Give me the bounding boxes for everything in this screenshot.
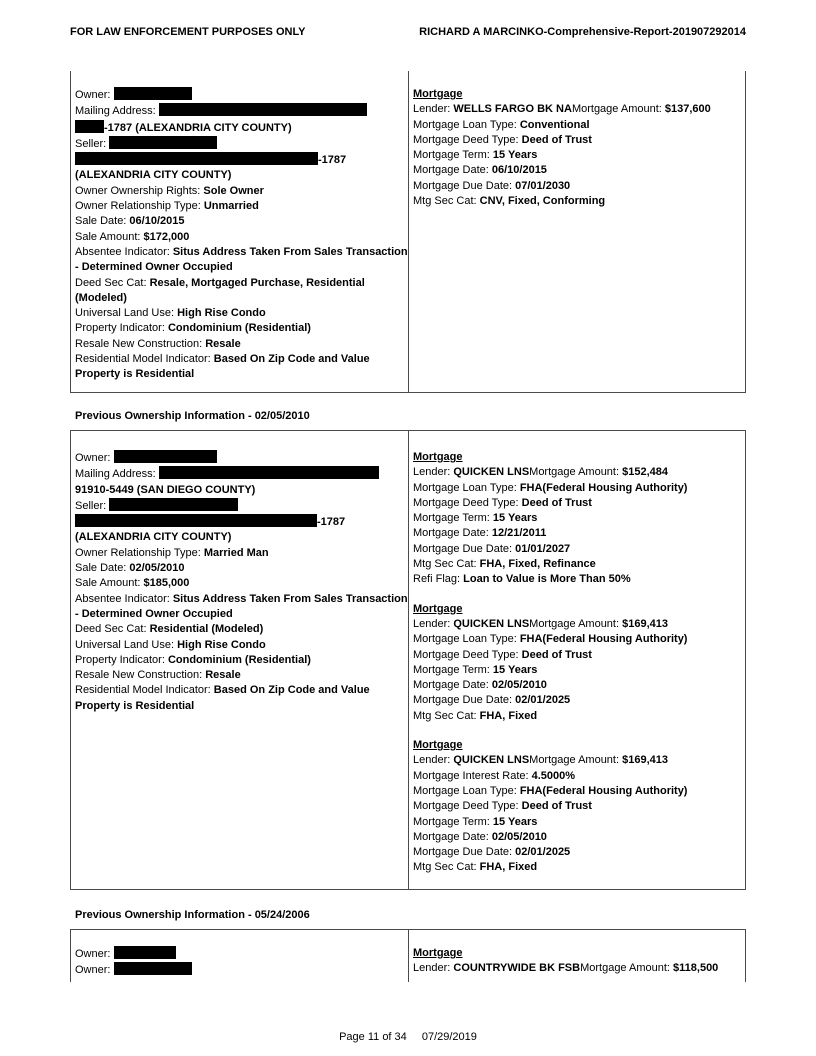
field-line — [413, 617, 741, 632]
field-line — [75, 367, 404, 382]
field-value: Married Man — [203, 546, 269, 559]
field-line — [413, 961, 741, 976]
field-line — [413, 526, 741, 541]
field-line — [75, 530, 404, 545]
field-label: Owner: — [75, 89, 114, 101]
field-label: Sale Amount: — [75, 577, 144, 590]
field-line — [413, 753, 741, 768]
field-value: 06/10/2015 — [129, 215, 185, 228]
field-value: 15 Years — [492, 815, 538, 828]
field-label: Universal Land Use: — [75, 307, 178, 320]
field-value: (Modeled) — [75, 291, 127, 304]
field-line — [75, 607, 404, 622]
field-line — [75, 561, 404, 576]
field-label: Mortgage Due Date: — [413, 179, 516, 192]
current-ownership-box — [70, 71, 746, 393]
redaction-bar — [114, 946, 176, 959]
field-value: $172,000 — [143, 230, 190, 243]
field-value: 12/21/2011 — [491, 527, 547, 540]
field-line — [413, 511, 741, 526]
field-line — [413, 648, 741, 663]
field-line — [75, 668, 404, 683]
field-value: 91910-5449 (SAN DIEGO COUNTY) — [75, 483, 256, 496]
mortgage-column — [409, 431, 745, 889]
field-line — [413, 845, 741, 860]
field-label: Mortgage Deed Type: — [413, 800, 522, 813]
field-value: CNV, Fixed, Conforming — [479, 195, 606, 208]
field-line — [413, 709, 741, 724]
page-footer — [0, 1031, 816, 1043]
field-line — [75, 168, 404, 183]
field-line — [75, 87, 404, 103]
field-line — [413, 465, 741, 480]
field-line — [75, 653, 404, 668]
field-line — [75, 576, 404, 591]
field-value: 01/01/2027 — [515, 542, 571, 555]
field-line — [75, 120, 404, 136]
field-value: QUICKEN LNS — [453, 617, 530, 630]
field-value: Based On Zip Code and Value — [213, 353, 370, 366]
field-label: Owner Relationship Type: — [75, 200, 204, 213]
field-value: Sole Owner — [203, 184, 264, 197]
field-label: Mortgage Due Date: — [413, 846, 516, 859]
field-value: 06/10/2015 — [491, 164, 547, 177]
previous-ownership-2010-box — [70, 430, 746, 890]
field-value: Deed of Trust — [521, 496, 592, 509]
field-value: 15 Years — [492, 512, 538, 525]
field-line — [75, 291, 404, 306]
field-line — [75, 276, 404, 291]
mortgage-block — [413, 602, 741, 724]
field-label: Mtg Sec Cat: — [413, 861, 480, 874]
field-value: -1787 — [317, 516, 346, 529]
redaction-bar — [75, 152, 318, 165]
mortgage-heading: Mortgage — [413, 88, 463, 100]
field-line — [413, 148, 741, 163]
field-label: Absentee Indicator: — [75, 592, 173, 605]
field-value: (ALEXANDRIA CITY COUNTY) — [75, 531, 232, 544]
field-value: - Determined Owner Occupied — [75, 261, 233, 274]
field-line — [75, 352, 404, 367]
field-line — [75, 152, 404, 168]
field-label: Deed Sec Cat: — [75, 276, 150, 289]
field-value: $169,413 — [622, 617, 668, 630]
redaction-bar — [109, 498, 238, 511]
field-label: Residential Model Indicator: — [75, 684, 214, 697]
footer-date: 07/29/2019 — [421, 1031, 477, 1043]
field-line — [75, 483, 404, 498]
field-label: Seller: — [75, 499, 110, 512]
redaction-bar — [109, 136, 217, 149]
field-line — [75, 199, 404, 214]
field-value: 02/05/2010 — [491, 830, 547, 843]
field-label: Mailing Address: — [75, 105, 159, 118]
field-label: Mailing Address: — [75, 468, 159, 481]
field-label: Mortgage Deed Type: — [413, 133, 522, 146]
field-label: Owner Ownership Rights: — [75, 184, 204, 197]
field-value: Conventional — [519, 118, 590, 131]
field-value: FHA(Federal Housing Authority) — [519, 784, 688, 797]
field-value: - Determined Owner Occupied — [75, 607, 233, 620]
header-classification-text: FOR LAW ENFORCEMENT PURPOSES ONLY — [70, 26, 306, 38]
redaction-bar — [159, 103, 367, 116]
field-value: QUICKEN LNS — [453, 466, 530, 479]
field-label: Sale Amount: — [75, 230, 144, 243]
field-label: Mortgage Date: — [413, 830, 492, 843]
field-value: FHA(Federal Housing Authority) — [519, 633, 688, 646]
field-label: Mtg Sec Cat: — [413, 558, 480, 571]
field-line — [75, 498, 404, 514]
field-label: Owner: — [75, 452, 114, 464]
field-line — [413, 481, 741, 496]
redaction-bar — [114, 450, 217, 463]
field-line — [413, 572, 741, 587]
page-header — [70, 26, 746, 38]
field-line — [413, 799, 741, 814]
field-line — [75, 450, 404, 466]
mortgage-heading: Mortgage — [413, 739, 463, 752]
field-line — [75, 230, 404, 245]
redaction-bar — [114, 87, 192, 100]
field-value: FHA(Federal Housing Authority) — [519, 481, 688, 494]
field-line — [75, 514, 404, 530]
field-label: Mortgage Term: — [413, 815, 493, 828]
mortgage-heading: Mortgage — [413, 602, 463, 615]
field-label: Mortgage Deed Type: — [413, 496, 522, 509]
field-value: $137,600 — [664, 103, 711, 116]
section-title-previous-ownership-2010: Previous Ownership Information - 02/05/2010 — [75, 410, 310, 422]
field-line — [75, 306, 404, 321]
field-label: Lender: — [413, 617, 454, 630]
field-line — [75, 245, 408, 260]
field-label: Mortgage Date: — [413, 164, 492, 177]
field-label: Mtg Sec Cat: — [413, 195, 480, 208]
field-line — [75, 321, 404, 336]
field-value: QUICKEN LNS — [453, 754, 530, 767]
redaction-bar — [75, 120, 104, 133]
field-value: Situs Address Taken From Sales Transaction — [172, 245, 408, 258]
field-line — [75, 683, 404, 698]
field-line — [75, 103, 404, 119]
field-value: -1787 — [318, 154, 347, 167]
field-label: Lender: — [413, 962, 454, 975]
field-value: $185,000 — [143, 577, 190, 590]
field-value: 4.5000% — [531, 769, 576, 782]
field-value: FHA, Fixed, Refinance — [479, 558, 596, 571]
field-value: $152,484 — [622, 466, 668, 479]
field-line — [413, 678, 741, 693]
field-label: Mortgage Amount: — [529, 617, 623, 630]
field-label: Mortgage Amount: — [571, 103, 665, 116]
mortgage-block — [413, 450, 741, 588]
field-label: Owner Relationship Type: — [75, 546, 204, 559]
field-line — [413, 815, 741, 830]
redaction-bar — [159, 466, 379, 479]
field-value: 02/01/2025 — [515, 694, 571, 707]
field-line — [413, 496, 741, 511]
field-label: Resale New Construction: — [75, 337, 206, 350]
field-value: Condominium (Residential) — [167, 653, 311, 666]
field-label: Mortgage Deed Type: — [413, 648, 522, 661]
field-value: Situs Address Taken From Sales Transaction — [172, 592, 408, 605]
field-label: Mortgage Loan Type: — [413, 481, 520, 494]
field-line — [75, 699, 404, 714]
field-label: Absentee Indicator: — [75, 245, 173, 258]
field-label: Mortgage Amount: — [529, 754, 623, 767]
field-value: Property is Residential — [75, 699, 195, 712]
mortgage-block — [413, 946, 741, 977]
field-value: $169,413 — [622, 754, 668, 767]
field-label: Mortgage Amount: — [580, 962, 674, 975]
field-label: Mortgage Date: — [413, 527, 492, 540]
field-line — [413, 102, 741, 117]
field-value: FHA, Fixed — [479, 709, 538, 722]
mortgage-block — [413, 87, 741, 209]
field-line — [75, 546, 404, 561]
field-line — [413, 133, 741, 148]
footer-page-number: Page 11 of 34 — [339, 1031, 407, 1043]
field-value: Resale, Mortgaged Purchase, Residential — [149, 276, 365, 289]
field-line — [75, 337, 404, 352]
field-value: $118,500 — [673, 962, 719, 975]
field-line — [75, 592, 408, 607]
field-label: Universal Land Use: — [75, 638, 178, 651]
field-value: Deed of Trust — [521, 648, 592, 661]
field-line — [75, 638, 404, 653]
field-line — [75, 260, 404, 275]
field-line — [413, 830, 741, 845]
field-value: 15 Years — [492, 663, 538, 676]
field-line — [413, 163, 741, 178]
field-value: 07/01/2030 — [515, 179, 571, 192]
ownership-details-column — [71, 431, 408, 889]
field-value: Property is Residential — [75, 368, 195, 381]
previous-ownership-2006-box — [70, 929, 746, 982]
mortgage-heading: Mortgage — [413, 947, 463, 959]
field-label: Deed Sec Cat: — [75, 623, 150, 636]
field-label: Property Indicator: — [75, 653, 168, 666]
field-label: Mtg Sec Cat: — [413, 709, 480, 722]
field-label: Refi Flag: — [413, 573, 464, 586]
field-line — [75, 946, 404, 962]
field-line — [413, 632, 741, 647]
field-value: 02/05/2010 — [129, 562, 185, 575]
field-label: Mortgage Term: — [413, 663, 493, 676]
field-label: Mortgage Term: — [413, 512, 493, 525]
field-label: Mortgage Date: — [413, 679, 492, 692]
field-label: Seller: — [75, 137, 110, 150]
field-line — [413, 663, 741, 678]
section-title-previous-ownership-2006: Previous Ownership Information - 05/24/2006 — [75, 909, 310, 921]
field-label: Mortgage Term: — [413, 149, 493, 162]
field-line — [413, 557, 741, 572]
field-label: Mortgage Amount: — [529, 466, 623, 479]
field-label: Sale Date: — [75, 215, 130, 228]
field-value: High Rise Condo — [177, 638, 266, 651]
field-line — [413, 784, 741, 799]
header-report-title: RICHARD A MARCINKO-Comprehensive-Report-201907292014 — [419, 26, 746, 38]
field-value: Resale — [205, 669, 241, 682]
field-value: Loan to Value is More Than 50% — [463, 573, 631, 586]
field-line — [413, 542, 741, 557]
field-label: Residential Model Indicator: — [75, 353, 214, 366]
field-label: Mortgage Due Date: — [413, 542, 516, 555]
field-value: High Rise Condo — [177, 307, 266, 320]
field-value: FHA, Fixed — [479, 861, 538, 874]
ownership-details-column — [71, 930, 408, 982]
field-value: Residential (Modeled) — [149, 623, 264, 636]
redaction-bar — [75, 514, 317, 527]
field-value: Unmarried — [203, 200, 259, 213]
field-line — [75, 184, 404, 199]
field-value: -1787 (ALEXANDRIA CITY COUNTY) — [104, 121, 292, 134]
field-line — [413, 769, 741, 784]
field-value: Deed of Trust — [521, 133, 592, 146]
field-line — [75, 466, 404, 482]
field-label: Property Indicator: — [75, 322, 168, 335]
field-label: Mortgage Interest Rate: — [413, 769, 532, 782]
field-value: COUNTRYWIDE BK FSB — [453, 962, 581, 975]
field-label: Mortgage Loan Type: — [413, 118, 520, 131]
field-value: (ALEXANDRIA CITY COUNTY) — [75, 169, 232, 182]
redaction-bar — [114, 962, 192, 975]
field-line — [75, 962, 404, 978]
field-line — [413, 860, 741, 875]
mortgage-heading: Mortgage — [413, 451, 463, 463]
field-value: Condominium (Residential) — [167, 322, 311, 335]
field-label: Lender: — [413, 103, 454, 116]
mortgage-column — [409, 71, 745, 392]
field-label: Owner: — [75, 964, 114, 977]
field-value: Based On Zip Code and Value — [213, 684, 370, 697]
field-value: 02/01/2025 — [515, 846, 571, 859]
field-label: Mortgage Loan Type: — [413, 633, 520, 646]
field-label: Lender: — [413, 466, 454, 479]
field-line — [75, 136, 404, 152]
field-value: Deed of Trust — [521, 800, 592, 813]
field-value: WELLS FARGO BK NA — [453, 103, 572, 116]
field-label: Mortgage Due Date: — [413, 694, 516, 707]
field-value: 15 Years — [492, 149, 538, 162]
field-line — [413, 194, 741, 209]
field-value: 02/05/2010 — [491, 679, 547, 692]
field-label: Owner: — [75, 948, 114, 960]
field-line — [413, 179, 741, 194]
field-label: Sale Date: — [75, 562, 130, 575]
field-value: Resale — [205, 337, 241, 350]
mortgage-column — [409, 930, 745, 982]
field-line — [413, 693, 741, 708]
field-line — [413, 118, 741, 133]
field-label: Resale New Construction: — [75, 669, 206, 682]
ownership-details-column — [71, 71, 408, 392]
field-line — [75, 622, 404, 637]
mortgage-block — [413, 738, 741, 876]
field-label: Lender: — [413, 754, 454, 767]
field-line — [75, 214, 404, 229]
field-label: Mortgage Loan Type: — [413, 784, 520, 797]
